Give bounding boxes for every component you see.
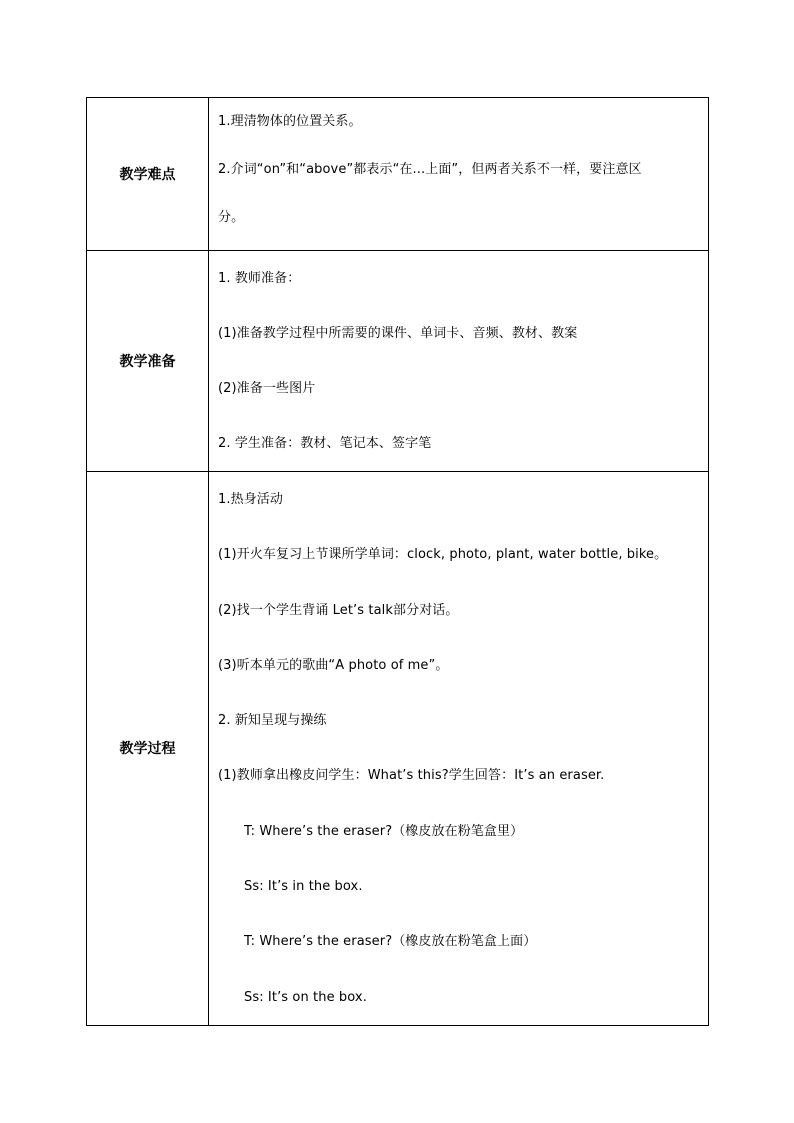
content-line: 2. 新知呈现与操练: [218, 713, 327, 729]
table-row-difficulty: [87, 98, 709, 251]
content-line: 分。: [218, 210, 245, 225]
dialogue-line: Ss: It’s on the box.: [244, 989, 367, 1005]
content-line: (1)开火车复习上节课所学单词：clock, photo, plant, water bottle, bike。: [218, 547, 668, 563]
content-line: 1.热身活动: [218, 492, 284, 507]
content-line: (3)听本单元的歌曲“A photo of me”。: [218, 657, 449, 673]
content-line: (1)准备教学过程中所需要的课件、单词卡、音频、教材、教案: [218, 326, 578, 341]
content-line: (2)准备一些图片: [218, 381, 316, 396]
row-label-preparation: 教学准备: [87, 251, 209, 472]
content-line: 1. 教师准备：: [218, 271, 301, 286]
content-line: 2. 学生准备：教材、笔记本、签字笔: [218, 436, 432, 451]
row-content-preparation: [209, 251, 709, 472]
dialogue-line: T: Where’s the eraser?（橡皮放在粉笔盒上面）: [244, 934, 537, 950]
content-line: 1.理清物体的位置关系。: [218, 114, 362, 129]
content-line: (1)教师拿出橡皮问学生：What’s this?学生回答：It’s an eraser.: [218, 768, 605, 784]
row-label-process: 教学过程: [87, 472, 209, 1026]
lesson-plan-table: [86, 97, 709, 1026]
row-label-difficulty: 教学难点: [87, 98, 209, 251]
table-row-preparation: [87, 251, 709, 472]
table-row-process: [87, 472, 709, 1026]
content-line: (2)找一个学生背诵 Let’s talk部分对话。: [218, 602, 459, 618]
row-content-process: [209, 472, 709, 1026]
dialogue-line: T: Where’s the eraser?（橡皮放在粉笔盒里）: [244, 823, 524, 839]
row-content-difficulty: [209, 98, 709, 251]
dialogue-line: Ss: It’s in the box.: [244, 879, 363, 895]
content-line: 2.介词“on”和“above”都表示“在...上面”，但两者关系不一样，要注意区: [218, 162, 642, 177]
